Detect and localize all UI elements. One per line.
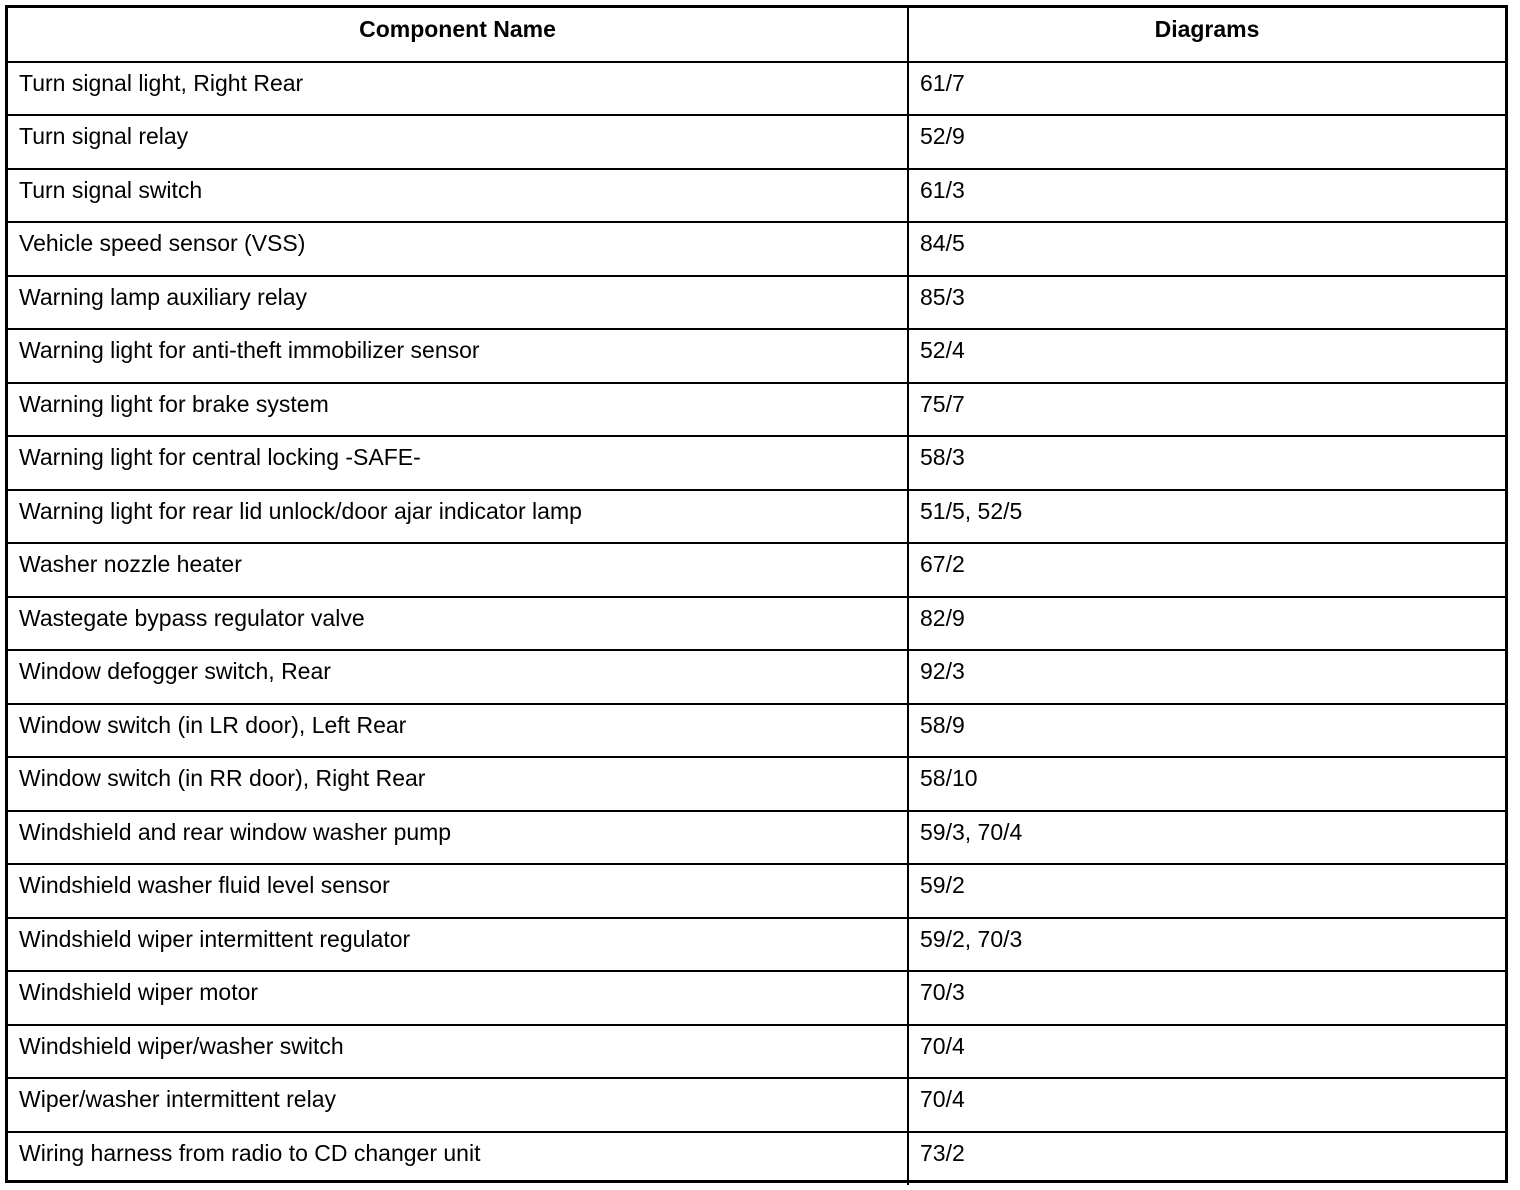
table-row: [8, 811, 1505, 865]
diagram-refs: 58/3: [920, 444, 965, 471]
table-row: [8, 1025, 1505, 1079]
component-name-cell: [8, 1025, 908, 1079]
diagrams-cell: [908, 1078, 1505, 1132]
component-name-cell: [8, 276, 908, 330]
diagrams-cell: [908, 811, 1505, 865]
component-name: Warning light for brake system: [19, 390, 329, 417]
table-row: [8, 864, 1505, 918]
diagram-refs: 52/4: [920, 337, 965, 364]
component-name: Windshield wiper intermittent regulator: [19, 925, 411, 952]
component-name: Warning light for central locking -SAFE-: [19, 444, 421, 471]
component-name: Windshield and rear window washer pump: [19, 818, 452, 845]
header-diagrams: [908, 8, 1505, 62]
diagrams-cell: [908, 436, 1505, 490]
diagrams-cell: [908, 971, 1505, 1025]
component-name: Window switch (in RR door), Right Rear: [19, 765, 426, 792]
component-table-frame: [5, 5, 1508, 1183]
header-component-name-label: Component Name: [359, 15, 556, 42]
component-name-cell: [8, 222, 908, 276]
diagrams-cell: [908, 1025, 1505, 1079]
component-name-cell: [8, 864, 908, 918]
diagrams-cell: [908, 543, 1505, 597]
component-name: Wastegate bypass regulator valve: [19, 604, 365, 631]
component-name-cell: [8, 1132, 908, 1186]
diagram-refs: 58/9: [920, 711, 965, 738]
table-row: [8, 383, 1505, 437]
diagrams-cell: [908, 383, 1505, 437]
diagram-refs: 75/7: [920, 390, 965, 417]
table-row: [8, 329, 1505, 383]
diagram-refs: 82/9: [920, 604, 965, 631]
diagrams-cell: [908, 276, 1505, 330]
table-row: [8, 115, 1505, 169]
table-body: [8, 62, 1505, 1186]
table-row: [8, 971, 1505, 1025]
component-name-cell: [8, 62, 908, 116]
table-row: [8, 62, 1505, 116]
table-row: [8, 650, 1505, 704]
component-name: Windshield wiper/washer switch: [19, 1032, 344, 1059]
diagram-refs: 84/5: [920, 230, 965, 257]
diagram-refs: 61/7: [920, 69, 965, 96]
diagram-refs: 70/4: [920, 1086, 965, 1113]
component-name-cell: [8, 436, 908, 490]
component-table: [8, 8, 1505, 1185]
component-name-cell: [8, 329, 908, 383]
diagram-refs: 52/9: [920, 123, 965, 150]
component-name-cell: [8, 597, 908, 651]
component-name: Windshield washer fluid level sensor: [19, 872, 390, 899]
diagrams-cell: [908, 704, 1505, 758]
component-name-cell: [8, 811, 908, 865]
header-diagrams-label: Diagrams: [1154, 15, 1260, 42]
table-row: [8, 169, 1505, 223]
table-row: [8, 918, 1505, 972]
diagram-refs: 51/5, 52/5: [920, 497, 1023, 524]
diagrams-cell: [908, 115, 1505, 169]
component-name: Window switch (in LR door), Left Rear: [19, 711, 407, 738]
header-component-name: [8, 8, 908, 62]
table-row: [8, 490, 1505, 544]
component-name: Wiper/washer intermittent relay: [19, 1086, 336, 1113]
table-row: [8, 222, 1505, 276]
table-row: [8, 757, 1505, 811]
table-row: [8, 1078, 1505, 1132]
table-row: [8, 1132, 1505, 1186]
table-row: [8, 543, 1505, 597]
component-name: Window defogger switch, Rear: [19, 658, 331, 685]
component-name: Windshield wiper motor: [19, 979, 259, 1006]
diagram-refs: 59/3, 70/4: [920, 818, 1023, 845]
diagram-refs: 70/3: [920, 979, 965, 1006]
diagrams-cell: [908, 918, 1505, 972]
component-name-cell: [8, 918, 908, 972]
component-name: Vehicle speed sensor (VSS): [19, 230, 306, 257]
diagram-refs: 59/2, 70/3: [920, 925, 1023, 952]
diagrams-cell: [908, 169, 1505, 223]
diagrams-cell: [908, 62, 1505, 116]
diagram-refs: 85/3: [920, 283, 965, 310]
table-row: [8, 276, 1505, 330]
diagrams-cell: [908, 650, 1505, 704]
component-name-cell: [8, 169, 908, 223]
component-name-cell: [8, 650, 908, 704]
component-name: Wiring harness from radio to CD changer unit: [19, 1140, 481, 1167]
diagram-refs: 61/3: [920, 176, 965, 203]
diagrams-cell: [908, 1132, 1505, 1186]
component-name: Turn signal light, Right Rear: [19, 69, 304, 96]
component-name: Warning light for rear lid unlock/door ajar indicator lamp: [19, 497, 582, 524]
diagrams-cell: [908, 597, 1505, 651]
table-row: [8, 436, 1505, 490]
diagram-refs: 73/2: [920, 1140, 965, 1167]
table-header-row: [8, 8, 1505, 62]
component-name-cell: [8, 1078, 908, 1132]
diagram-refs: 59/2: [920, 872, 965, 899]
diagrams-cell: [908, 757, 1505, 811]
component-name-cell: [8, 115, 908, 169]
table-row: [8, 597, 1505, 651]
component-name: Warning light for anti-theft immobilizer sensor: [19, 337, 480, 364]
diagram-refs: 67/2: [920, 551, 965, 578]
diagrams-cell: [908, 222, 1505, 276]
component-name-cell: [8, 971, 908, 1025]
diagram-refs: 92/3: [920, 658, 965, 685]
diagrams-cell: [908, 490, 1505, 544]
diagrams-cell: [908, 329, 1505, 383]
component-name-cell: [8, 543, 908, 597]
component-name-cell: [8, 383, 908, 437]
diagrams-cell: [908, 864, 1505, 918]
component-name: Warning lamp auxiliary relay: [19, 283, 308, 310]
table-row: [8, 704, 1505, 758]
component-name: Turn signal switch: [19, 176, 203, 203]
component-name: Turn signal relay: [19, 123, 189, 150]
component-name-cell: [8, 704, 908, 758]
component-name-cell: [8, 490, 908, 544]
diagram-refs: 58/10: [920, 765, 978, 792]
component-name: Washer nozzle heater: [19, 551, 242, 578]
diagram-refs: 70/4: [920, 1032, 965, 1059]
component-name-cell: [8, 757, 908, 811]
